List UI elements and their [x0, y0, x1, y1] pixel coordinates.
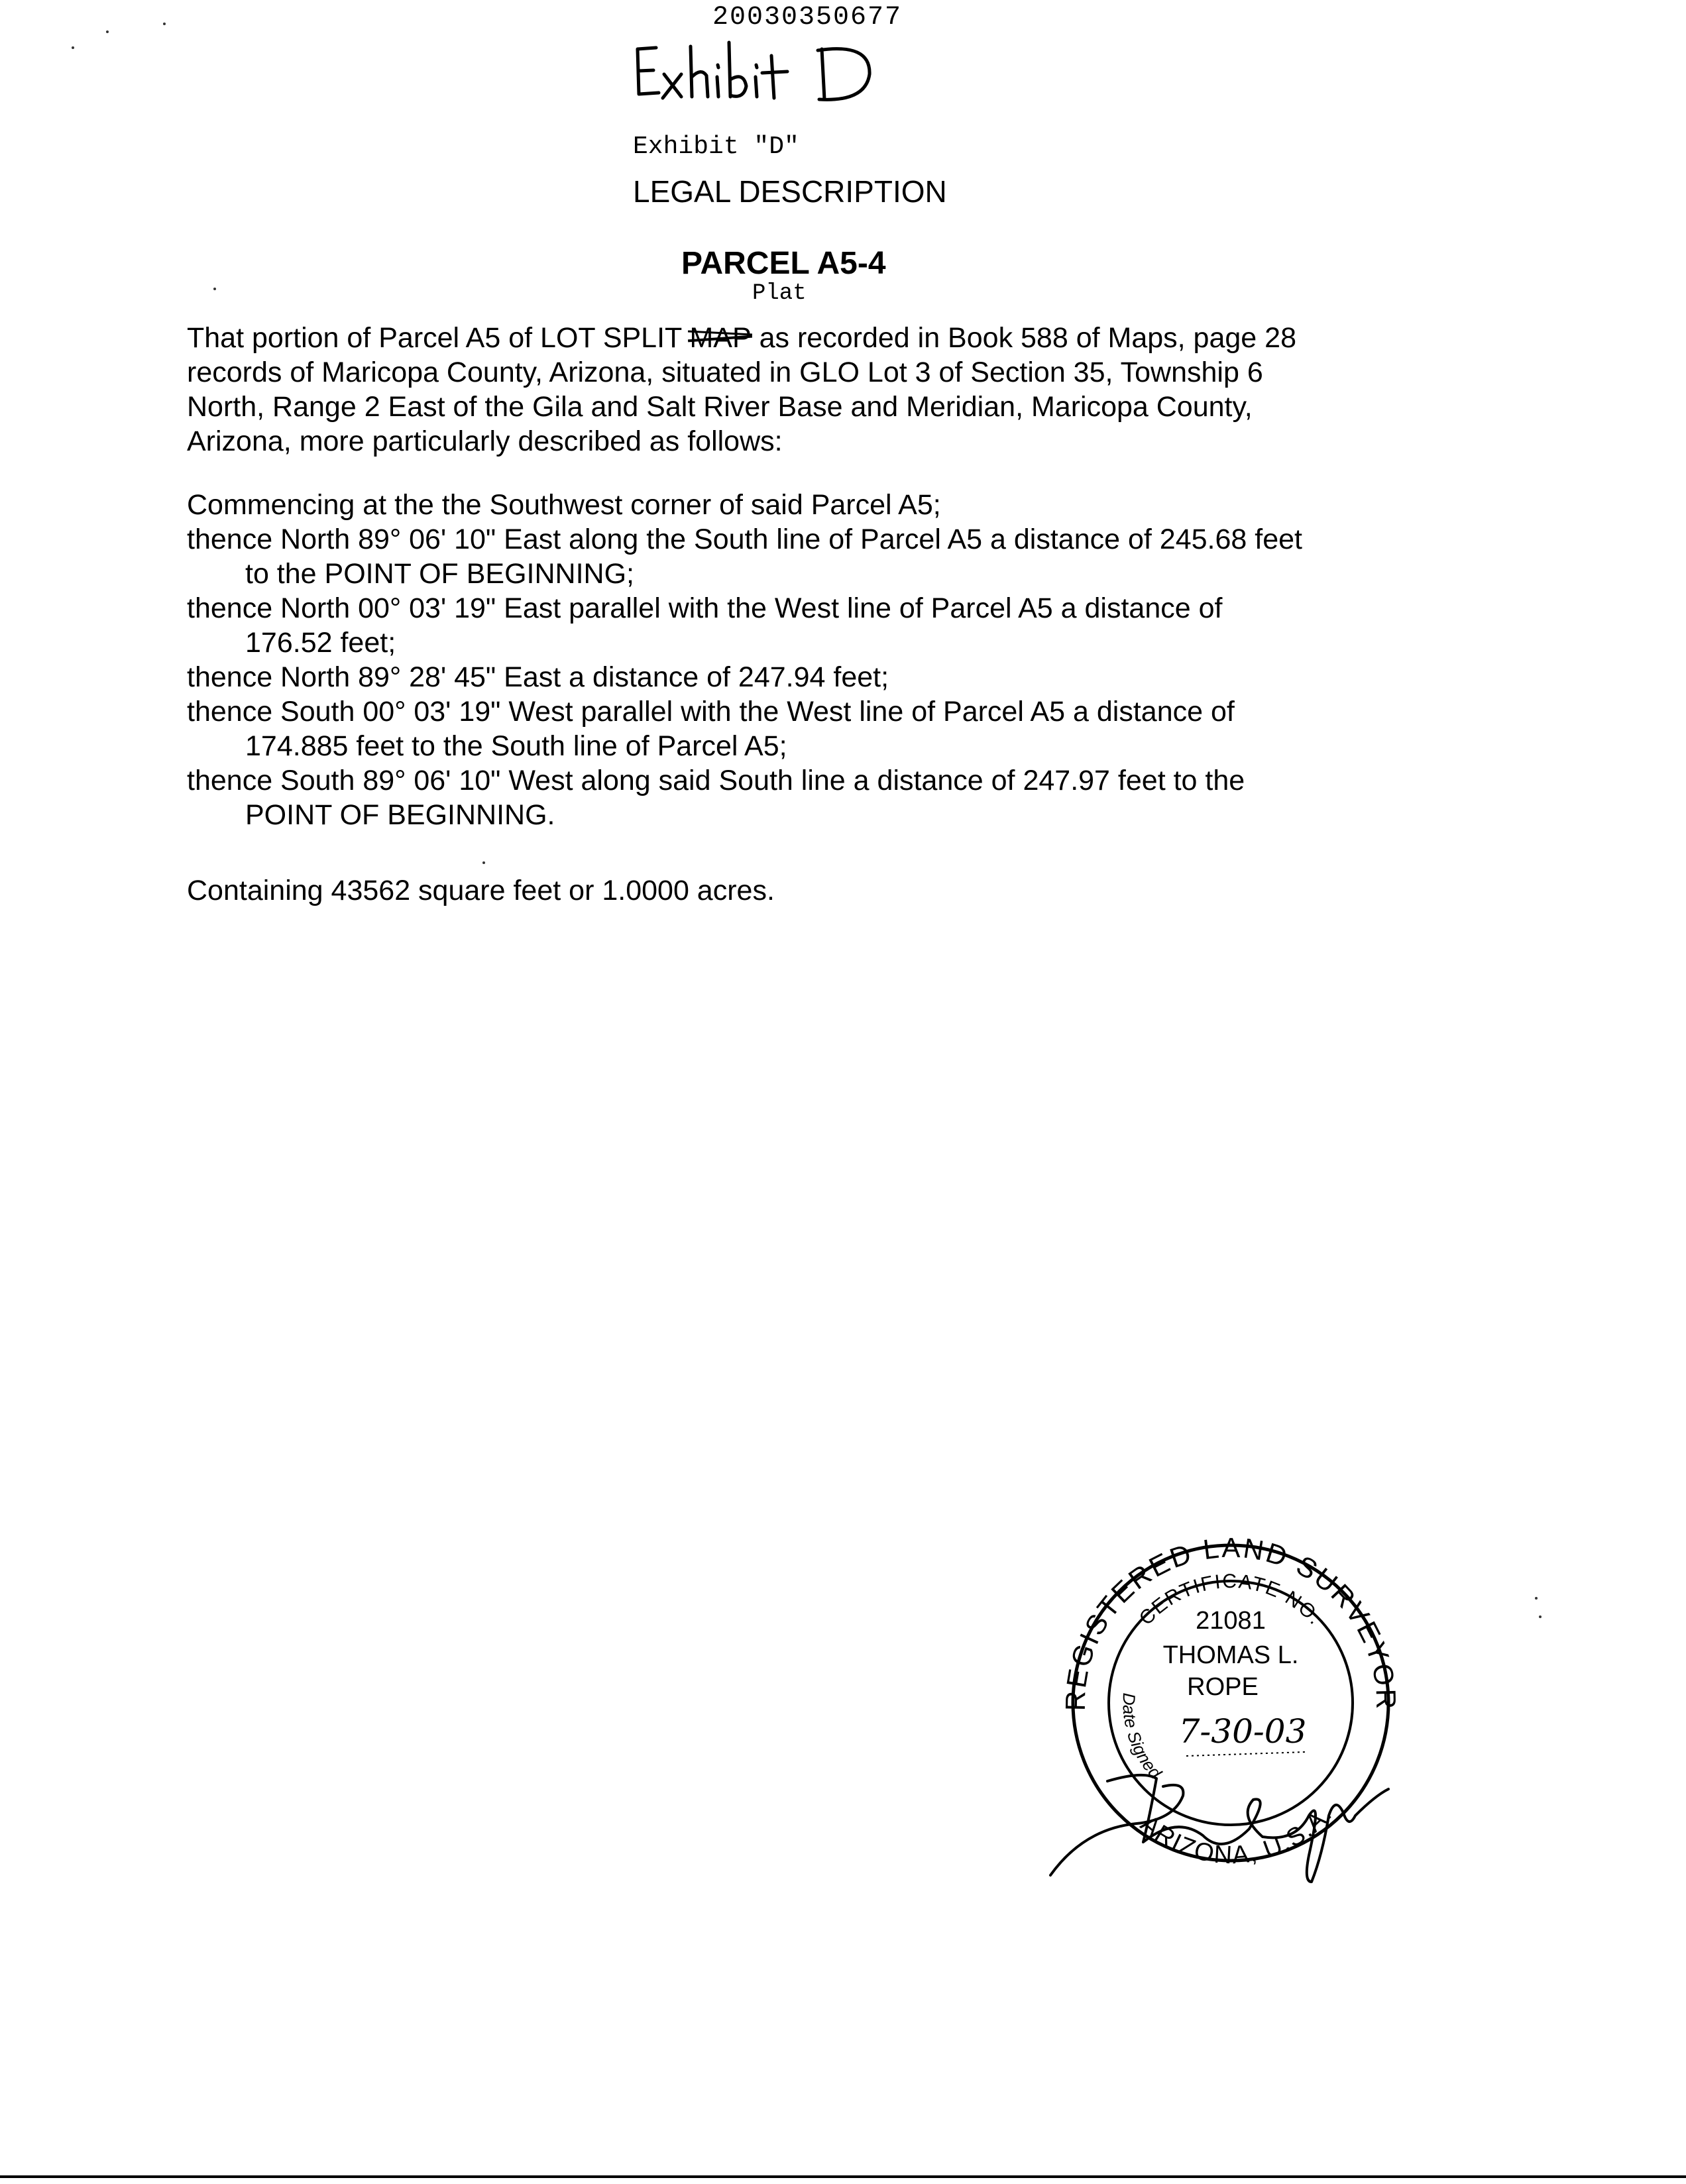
seal-inner-text: CERTIFICATE NO.: [1135, 1570, 1327, 1630]
call-line: thence North 00° 03' 19" East parallel with the West line of Parcel A5 a distance of: [187, 592, 1223, 624]
call-line: thence South 89° 06' 10" West along said South line a distance of 247.97 feet to the: [187, 765, 1245, 796]
seal-date-line: [1186, 1752, 1306, 1756]
scan-speck: [482, 861, 485, 864]
intro-text: That portion of Parcel A5 of LOT SPLIT: [187, 322, 690, 354]
scan-speck: [1539, 1615, 1542, 1618]
commencing-line: Commencing at the the Southwest corner of said Parcel A5;: [187, 489, 941, 521]
intro-line: Arizona, more particularly described as follows:: [187, 425, 783, 457]
call-continuation: POINT OF BEGINNING.: [245, 799, 555, 831]
scan-speck: [213, 288, 216, 290]
metes-and-bounds-calls: [187, 488, 1302, 832]
page-bottom-edge: [0, 2175, 1686, 2178]
call-line: thence North 89° 28' 45" East a distance of 247.94 feet;: [187, 661, 889, 693]
seal-date-label: Date Signed: [1119, 1692, 1166, 1783]
section-title: LEGAL DESCRIPTION: [633, 174, 947, 209]
intro-paragraph: [187, 321, 1296, 459]
call-continuation: to the POINT OF BEGINNING;: [245, 558, 635, 590]
surveyor-seal: [1044, 1484, 1415, 1895]
intro-line: [187, 321, 1296, 355]
exhibit-label: Exhibit "D": [633, 133, 799, 161]
parcel-title: PARCEL A5-4: [681, 246, 886, 281]
call-continuation: 174.885 feet to the South line of Parcel A5;: [245, 730, 787, 762]
seal-outer-text: REGISTERED LAND SURVEYOR: [1059, 1531, 1402, 1712]
handwritten-exhibit-heading: [630, 33, 895, 106]
seal-cert-number: 21081: [1196, 1607, 1266, 1635]
recording-number: 20030350677: [712, 3, 903, 32]
seal-name-line2: ROPE: [1187, 1673, 1259, 1701]
seal-name-line1: THOMAS L.: [1162, 1641, 1299, 1669]
intro-line: North, Range 2 East of the Gila and Salt River Base and Meridian, Maricopa County,: [187, 391, 1253, 423]
intro-line: records of Maricopa County, Arizona, situated in GLO Lot 3 of Section 35, Township 6: [187, 356, 1263, 388]
plat-correction: Plat: [752, 281, 807, 306]
area-statement: Containing 43562 square feet or 1.0000 acres.: [187, 875, 775, 906]
struck-word: MAP: [689, 322, 752, 354]
call-line: thence North 89° 06' 10" East along the South line of Parcel A5 a distance of 245.68 feet: [187, 523, 1302, 555]
call-continuation: 176.52 feet;: [245, 627, 396, 659]
scan-speck: [1535, 1597, 1538, 1600]
call-line: thence South 00° 03' 19" West parallel with the West line of Parcel A5 a distance of: [187, 696, 1235, 728]
scan-speck: [72, 46, 74, 49]
seal-date-signed: 7-30-03: [1178, 1712, 1307, 1751]
scan-speck: [163, 23, 166, 25]
intro-text: as recorded in Book 588 of Maps, page 28: [751, 322, 1296, 354]
seal-state-text: ARIZONA, U.S.A.: [1135, 1800, 1339, 1870]
scan-speck: [106, 30, 109, 33]
